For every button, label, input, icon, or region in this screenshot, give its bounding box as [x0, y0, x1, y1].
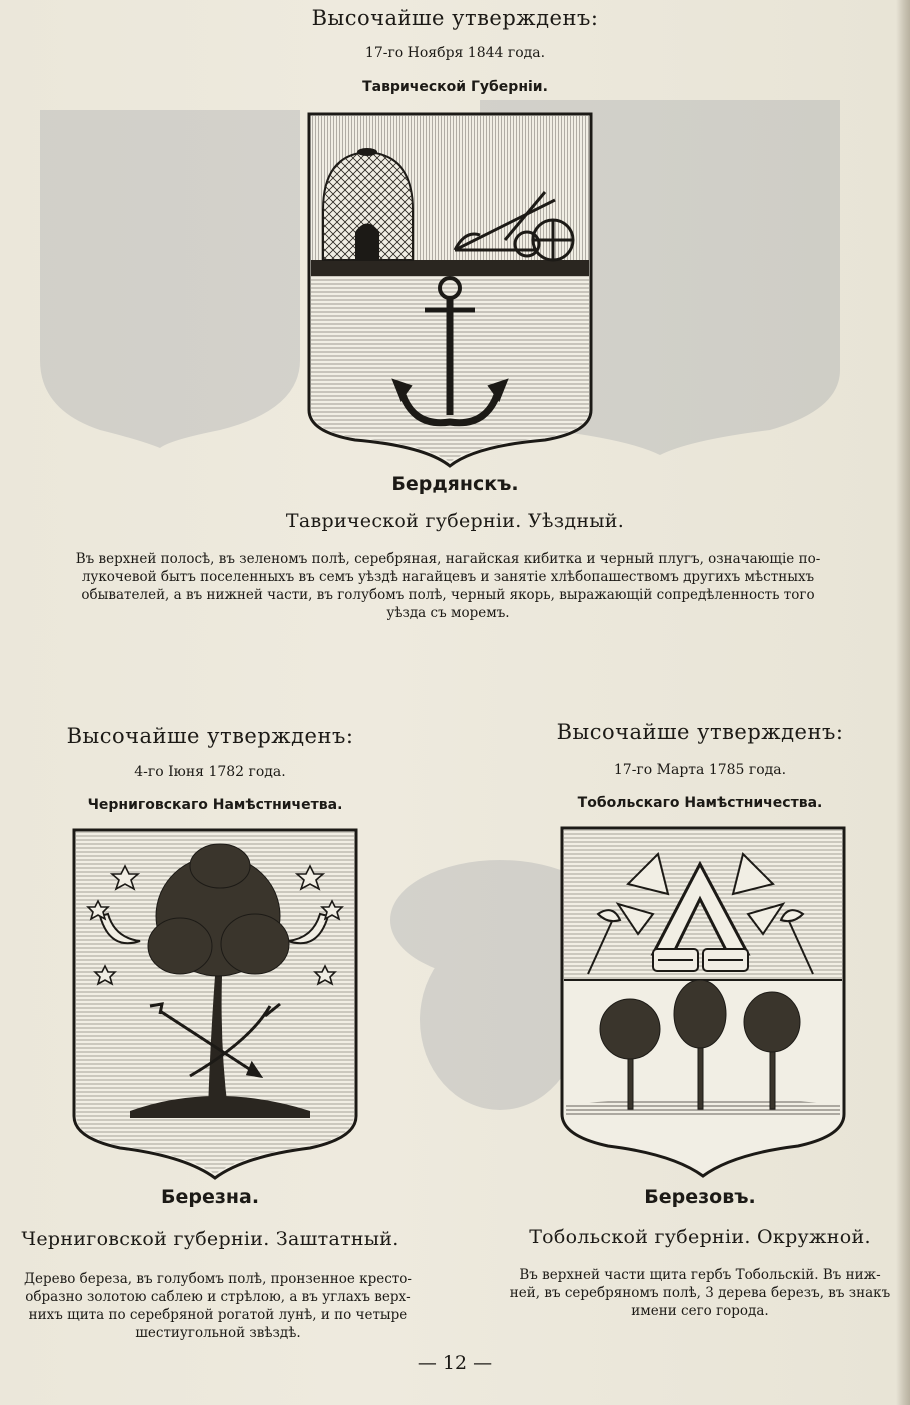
left-date: 4-го Іюня 1782 года. — [134, 764, 286, 780]
berdyansk-city-name: Бердянскъ. — [391, 473, 519, 495]
top-province: Таврической Губерніи. — [362, 79, 548, 95]
right-date: 17-го Марта 1785 года. — [613, 762, 787, 778]
berezov-coat-of-arms — [558, 824, 848, 1179]
berdyansk-description — [28, 550, 868, 622]
berezov-desc-line-1: Въ верхней части щита гербъ Тобольскій. Въ ниж- — [519, 1267, 881, 1283]
page-number: — 12 — — [417, 1352, 493, 1374]
berezna-desc-line-1: Дерево береза, въ голубомъ полѣ, пронзенное кресто- — [24, 1271, 412, 1287]
berezov-city-name: Березовъ. — [644, 1186, 756, 1208]
berezov-desc-line-3: имени сего города. — [631, 1303, 769, 1319]
top-approved-heading: Высочайше утвержденъ: — [311, 6, 599, 30]
berezna-description — [8, 1270, 428, 1342]
berdyansk-desc-line-1: Въ верхней полосѣ, въ зеленомъ полѣ, серебряная, нагайская кибитка и черный плугъ, означающіе по- — [75, 551, 821, 567]
berdyansk-desc-line-3: обывателей, а въ нижней части, въ голубомъ полѣ, черный якорь, выражающій сопредѣленность того — [81, 587, 815, 603]
berezov-subtitle: Тобольской губерніи. Окружной. — [529, 1226, 871, 1248]
right-province: Тобольскаго Намѣстничества. — [577, 795, 823, 811]
berezna-coat-of-arms — [70, 826, 360, 1181]
berezna-subtitle: Черниговской губерніи. Заштатный. — [21, 1228, 399, 1250]
left-approved-heading: Высочайше утвержденъ: — [66, 724, 354, 748]
berezna-desc-line-2: образно золотою саблею и стрѣлою, а въ углахъ верх- — [25, 1289, 411, 1305]
left-province: Черниговскаго Намѣстничетва. — [87, 797, 343, 813]
berezov-desc-line-2: ней, въ серебряномъ полѣ, 3 дерева березъ, въ знакъ — [509, 1285, 891, 1301]
berdyansk-subtitle: Таврической губерніи. Уѣздный. — [285, 510, 625, 532]
berdyansk-coat-of-arms — [305, 110, 595, 470]
show-through-shield-left — [20, 90, 320, 450]
berdyansk-desc-line-2: лукочевой бытъ поселенныхъ въ семъ уѣздѣ нагайцевъ и занятіе хлѣбопашествомъ другихъ мѣстныхъ — [81, 569, 815, 585]
right-approved-heading: Высочайше утвержденъ: — [556, 720, 844, 744]
top-date: 17-го Ноября 1844 года. — [364, 45, 546, 61]
berezov-description — [490, 1266, 910, 1320]
berezna-city-name: Березна. — [160, 1186, 260, 1208]
berdyansk-desc-line-4: уѣзда съ моремъ. — [386, 605, 510, 621]
berezna-desc-line-4: шестиугольной звѣздѣ. — [135, 1325, 301, 1341]
berezna-desc-line-3: нихъ щита по серебряной рогатой лунѣ, и по четыре — [28, 1307, 408, 1323]
